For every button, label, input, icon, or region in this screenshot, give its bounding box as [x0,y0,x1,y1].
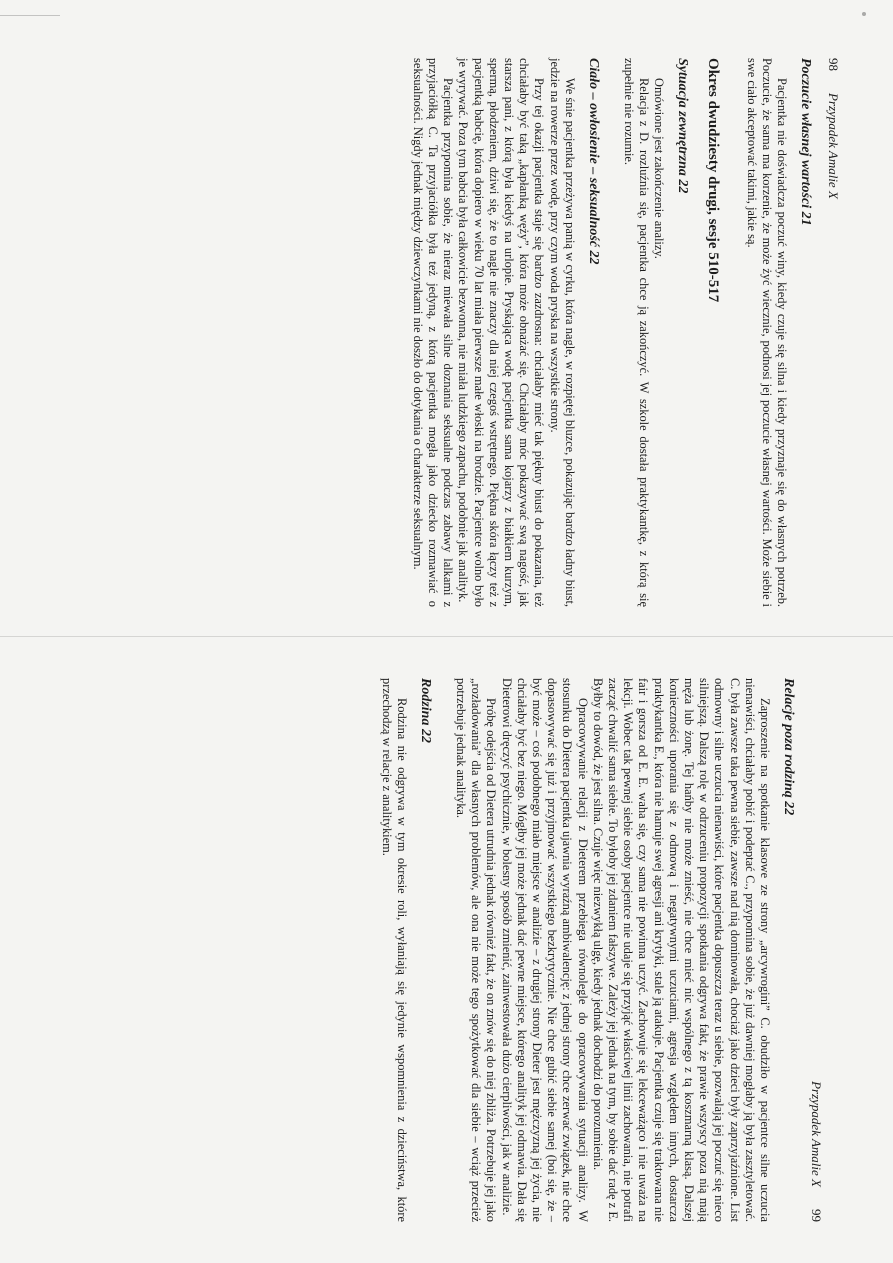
paragraph: Próbę odejścia od Dietera utrudnia jednak również fakt, że on znów się do niej zbliża. Potrzebuje jej jako „rozładowania” dla własnych problemów, ale ona nie może tego spożytkować dla siebie – wciąż przecież potrzebuje jednak analityka. [453,678,499,1222]
page-number: 98 [826,58,841,71]
paragraph: Pacjentka nie doświadcza poczuć winy, kiedy czuje się silna i kiedy przyznaje się do własnych potrzeb. Poczucie, że sama ma korzenie, że może żyć wiecznie, podnosi jej poczucie własnej wartości. Może siebie i swe ciało akceptować takimi, jakie są. [744,58,789,607]
section-heading: Ciało – owłosienie – seksualność 22 [585,58,601,265]
paragraph: Przy tej okazji pacjentka staje się bardzo zazdrosna: chciałaby mieć tak piękny biust do pokazania, też chciałaby być taką „kapłanką węży”, która może obnażać się. Chciałaby móc pokazywać swą nagość, jak starsza pani, z którą była kiedyś na urlopie. Pryskająca wodę pacjentka sama kojarzy z białkiem kurzym, spermą, płodzeniem, dziwi się, że to nagle nie znaczy dla niej czegoś wstrętnego. Piękna skóra łączy też z pacjentką babcię, która dopiero w wieku 70 lat miała pierwsze małe włoski na brodzie. Pacjentce wolno było je wyrywać. Poza tym babcia była całkowicie bezwonna, nie miała ludzkiego zapachu, podobnie jak analityk. [456,58,547,607]
paragraph: Opracowywanie relacji z Dieterem przebiega równolegle do opracowywania sytuacji analizy. W stosunku do Dietera pacjentka ujawnia wyraźną ambiwalencję: z jednej strony chce zerwać związek, nie chce dopasowywać się już i przyjmować wszystkiego bezkrytycznie. Nie chce gubić siebie samej (boi się, że – być może – coś podobnego miało miejsce w analizie – z drugiej strony Dieter jest mężczyzną jej życia, nie chciałaby być bez niego. Mógłby jej może jednak dać pewne miejsce, którego analityk jej odmawia. Dała się Dieterowi dręczyć psychicznie, w bolesny sposób zmienić, zainwestowała dużo cierpliwości, jak w analizie. [499,678,590,1222]
paragraph: Zaproszenie na spotkanie klasowe ze strony „arcywrogini” C. obudziło w pacjentce silne uczucia nienawiści, chciałaby pobić i podeptać C., przypomina sobie, że już dawniej mogłaby ją była zasztyletować. C. była zawsze taka pewna siebie, zawsze nad nią dominowała, chociaż jako dzieci były zaprzyjaźnione. List odmowny i silne uczucia nienawiści, które pacjentka dopuszcza teraz u siebie, pozwalają jej poczuć się nieco silniejszą. Dalszą rolę w odrzuceniu propozycji spotkania odgrywa fakt, że prawie wszyscy poza nią mają męża lub żonę. Tej hańby nie może znieść, nie chce mieć nic wspólnego z tą koszmarną klasą. Dalszej konieczności uporania się z odmową i negatywnymi uczuciami, agresja względem innych, dostarcza praktykantka E., która nie hamuje swej agresji ani krytyki, stale ją atakuje. Pacjentka czuje się traktowana nie fair i gorsza od E. E. waha się, czy sama nie powinna uczyć. Zachowuje się lekceważąco i nie uważa na lekcji. Wobec tak pewnej siebie osoby pacjentce nie udaje się przyjąć właściwej linii zachowania, nie potrafi zacząć chwalić sama siebie. To byłoby jej zdaniem fałszywe. Zależy jej jednak na tym, by sobie dać radę z E. Byłby to dowód, że jest silna. Czuje więc niezwykłą ulgę, kiedy jednak dochodzi do porozumienia. [590,678,772,1222]
section-heading: Poczucie własnej wartości 21 [798,58,813,226]
paragraph: Pacjentka przypomina sobie, że nieraz miewała silne doznania seksualne podczas zabawy lalkami z przyjaciółką C. Ta przyjaciółka była też jedyną, z którą pacjentka mogła jako dziecko rozmawiać o seksualności. Nigdy jednak między dziewczynkami nie doszło do dotykania o charakterze seksualnym. [410,58,456,607]
running-header: Przypadek Amalie X [826,93,841,199]
paragraph: We śnie pacjentka przeżywa panią w cyrku, która nagle, w rozpiętej bluzce, pokazując bardzo ładny biust, jedzie na rowerze przez wodę, przy czym woda pryska na wszystkie strony. [547,58,577,607]
section-heading: Sytuacja zewnętrzna 22 [675,58,691,194]
page-99 [58,660,838,1240]
scan-fold-line [0,636,893,637]
scan-edge-line-top [0,15,60,16]
running-header: Przypadek Amalie X [809,1081,824,1187]
paragraph: Relacja z D. rozluźnia się, pacjentka chce ją zakończyć. W szkole dostała praktykantkę, z którą się zupełnie nie rozumie. [621,58,652,607]
section-heading: Rodzina 22 [417,678,433,743]
paragraph: Rodzina nie odgrywa w tym okresie roli, wyłaniają się jedynie wspomnienia z dzieciństwa, które przechodzą w relacje z analitykiem. [379,678,409,1222]
section-heading: Relacje poza rodziną 22 [781,678,796,816]
page-98 [410,40,855,625]
paragraph: Omówione jest zakończenie analizy. [652,78,667,259]
scan-mark [862,12,866,16]
page-header [825,58,841,607]
page-header [808,678,824,1222]
session-heading: Okres dwudziesty drugi, sesje 510-517 [705,58,722,303]
page-number: 99 [809,1209,824,1222]
